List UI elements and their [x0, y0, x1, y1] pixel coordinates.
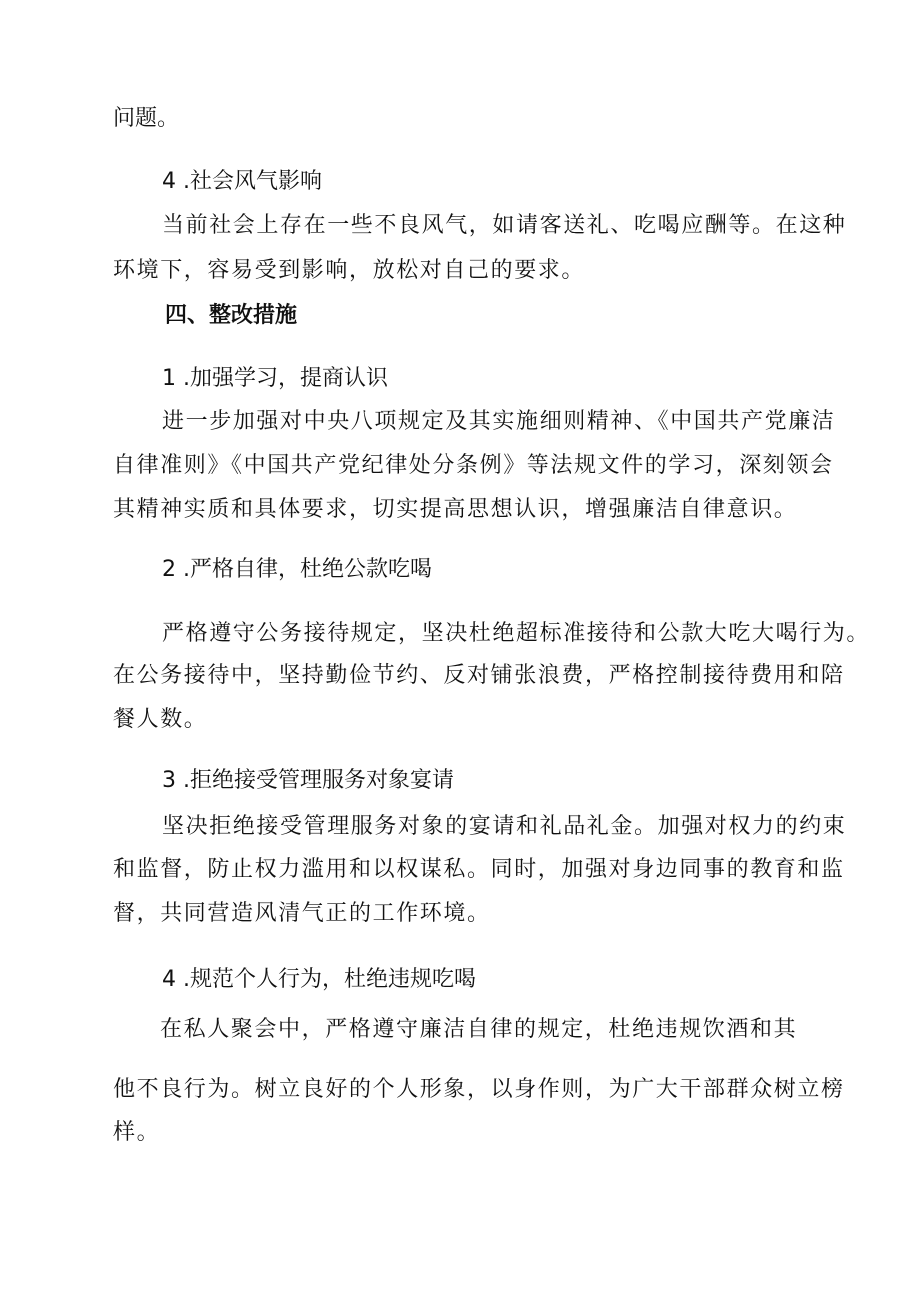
- subheading-self-discipline: 2 .严格自律，杜绝公款吃喝: [162, 557, 432, 582]
- subheading-refuse-banquets: 3 .拒绝接受管理服务对象宴请: [162, 768, 454, 793]
- paragraph-line: 和监督，防止权力滥用和以权谋私。同时，加强对身边同事的教育和监: [113, 857, 845, 882]
- paragraph-line: 当前社会上存在一些不良风气，如请客送礼、吃喝应酬等。在这种: [162, 213, 847, 238]
- paragraph-line: 严格遵守公务接待规定，坚决杜绝超标准接待和公款大吃大喝行为。: [162, 621, 871, 646]
- section-heading-rectification: 四、整改措施: [165, 303, 298, 328]
- subheading-regulate-behavior: 4 .规范个人行为，杜绝违规吃喝: [162, 967, 476, 992]
- paragraph-line: 督，共同营造风清气正的工作环境。: [113, 901, 491, 926]
- paragraph-line: 坚决拒绝接受管理服务对象的宴请和礼品礼金。加强对权力的约束: [162, 814, 847, 839]
- paragraph-line: 在公务接待中，坚持勤俭节约、反对铺张浪费，严格控制接待费用和陪: [113, 663, 845, 688]
- paragraph-line: 问题。: [113, 106, 180, 131]
- paragraph-line: 进一步加强对中央八项规定及其实施细则精神、《中国共产党廉洁: [162, 409, 836, 434]
- paragraph-line: 他不良行为。树立良好的个人形象，以身作则，为广大干部群众树立榜: [113, 1077, 845, 1102]
- paragraph-line: 在私人聚会中，严格遵守廉洁自律的规定，杜绝违规饮酒和其: [160, 1017, 798, 1042]
- paragraph-line: 自律准则》《中国共产党纪律处分条例》等法规文件的学习，深刻领会: [113, 453, 834, 478]
- paragraph-line: 其精神实质和具体要求，切实提高思想认识，增强廉洁自律意识。: [113, 497, 798, 522]
- subheading-social-atmosphere: 4 .社会风气影响: [162, 169, 322, 194]
- paragraph-line: 环境下，容易受到影响，放松对自己的要求。: [113, 258, 586, 283]
- paragraph-line: 样。: [113, 1120, 161, 1145]
- paragraph-line: 餐人数。: [113, 707, 208, 732]
- subheading-strengthen-study: 1 .加强学习，提商认识: [162, 366, 388, 391]
